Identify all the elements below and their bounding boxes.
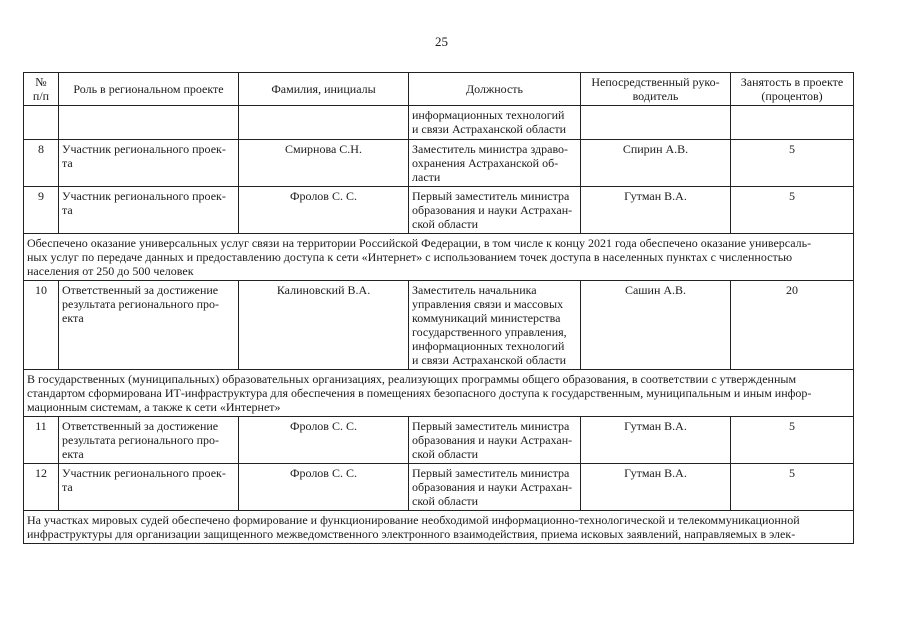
cell-employment: 5 (731, 187, 854, 234)
cell-role: Участник регионального проек- та (59, 187, 239, 234)
section-heading-universal-services: Обеспечено оказание универсальных услуг связи на территории Российской Федерации, в том числе к концу 2021 года обеспечено оказание универсаль- ных услуг по передаче данных и предоставлению доступа к сети «Интернет» с использованием точек доступа в населенных пунктах с численностью населения от 250 до 500 человек (24, 234, 854, 281)
cell-role: Ответственный за достижение результата регионального про- екта (59, 281, 239, 370)
cell-num: 9 (24, 187, 59, 234)
cell-employment: 5 (731, 140, 854, 187)
header-num: № п/п (24, 73, 59, 106)
cell-supervisor (581, 106, 731, 140)
cell-supervisor: Спирин А.В. (581, 140, 731, 187)
table-row (24, 187, 854, 234)
cell-position: Первый заместитель министра образования и науки Астрахан- ской области (409, 464, 581, 511)
cell-position: Первый заместитель министра образования и науки Астрахан- ской области (409, 187, 581, 234)
cell-position: Заместитель начальника управления связи и массовых коммуникаций министерства государственного управления, информационных технологий и связи Астраханской области (409, 281, 581, 370)
cell-supervisor: Гутман В.А. (581, 464, 731, 511)
header-position: Должность (409, 73, 581, 106)
section-heading-it-infrastructure: В государственных (муниципальных) образовательных организациях, реализующих программы общего образования, в соответствии с утвержденным стандартом сформирована ИТ-инфраструктура для обеспечения в помещениях безопасного доступа к государственным, муниципальным и иным инфор- мационным системам, а также к сети «Интернет» (24, 370, 854, 417)
cell-employment: 5 (731, 417, 854, 464)
header-employment: Занятость в проекте (процентов) (731, 73, 854, 106)
section-row (24, 370, 854, 417)
cell-supervisor: Сашин А.В. (581, 281, 731, 370)
cell-position: информационных технологий и связи Астраханской области (409, 106, 581, 140)
header-role: Роль в региональном проекте (59, 73, 239, 106)
cell-role (59, 106, 239, 140)
cell-name (239, 106, 409, 140)
cell-employment: 20 (731, 281, 854, 370)
cell-num (24, 106, 59, 140)
table-row-continuation (24, 106, 854, 140)
cell-employment (731, 106, 854, 140)
table-header-row (24, 73, 854, 106)
header-name: Фамилия, инициалы (239, 73, 409, 106)
cell-num: 11 (24, 417, 59, 464)
cell-num: 12 (24, 464, 59, 511)
cell-supervisor: Гутман В.А. (581, 187, 731, 234)
cell-employment: 5 (731, 464, 854, 511)
cell-role: Участник регионального проек- та (59, 140, 239, 187)
header-supervisor: Непосредственный руко- водитель (581, 73, 731, 106)
cell-supervisor: Гутман В.А. (581, 417, 731, 464)
cell-name: Смирнова С.Н. (239, 140, 409, 187)
cell-num: 10 (24, 281, 59, 370)
table-row (24, 281, 854, 370)
page-number: 25 (435, 34, 448, 49)
cell-name: Фролов С. С. (239, 417, 409, 464)
project-team-table (23, 72, 854, 544)
table-row (24, 464, 854, 511)
section-row (24, 234, 854, 281)
section-heading-magistrate-courts: На участках мировых судей обеспечено формирование и функционирование необходимой информационно-технологической и телекоммуникационной инфраструктуры для организации защищенного межведомственного электронного взаимодействия, приема исковых заявлений, направляемых в элек- (24, 511, 854, 544)
cell-role: Участник регионального проек- та (59, 464, 239, 511)
table-row (24, 417, 854, 464)
cell-role: Ответственный за достижение результата регионального про- екта (59, 417, 239, 464)
table-row (24, 140, 854, 187)
cell-num: 8 (24, 140, 59, 187)
cell-name: Калиновский В.А. (239, 281, 409, 370)
cell-name: Фролов С. С. (239, 187, 409, 234)
cell-name: Фролов С. С. (239, 464, 409, 511)
cell-position: Заместитель министра здраво- охранения Астраханской об- ласти (409, 140, 581, 187)
section-row (24, 511, 854, 544)
cell-position: Первый заместитель министра образования и науки Астрахан- ской области (409, 417, 581, 464)
